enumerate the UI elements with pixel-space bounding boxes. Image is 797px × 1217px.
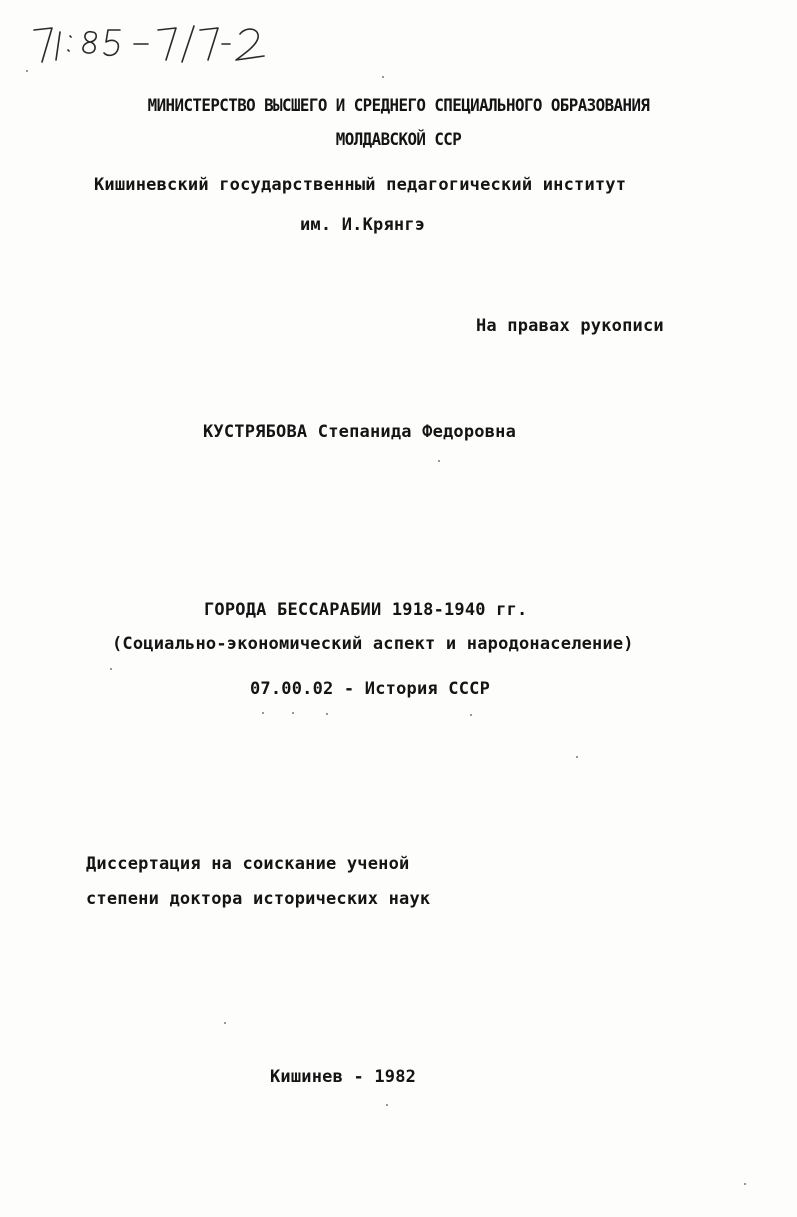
place-and-year: Кишинев - 1982 [270,1067,417,1087]
scan-speck [292,712,294,714]
scan-speck [438,460,440,462]
specialty-code: 07.00.02 - История СССР [250,679,491,699]
degree-line-1: Диссертация на соискание ученой [86,854,410,874]
manuscript-note: На правах рукописи [476,316,664,336]
author-name: КУСТРЯБОВА Степанида Федоровна [203,422,517,442]
scan-speck [470,714,472,716]
archive-mark-signature [18,10,288,70]
scan-speck [576,756,578,758]
institute-line-2: им. И.Крянгэ [300,215,426,235]
scan-speck [382,76,384,78]
scan-speck [262,712,264,714]
scan-speck [326,713,328,715]
dissertation-title-line-1: ГОРОДА БЕССАРАБИИ 1918-1940 гг. [204,600,528,620]
scan-speck [744,1183,746,1185]
archive-mark-handwritten [18,10,288,70]
scan-speck [224,1022,226,1024]
dissertation-title-line-2: (Социально-экономический аспект и народонаселение) [112,634,634,654]
ministry-line-2: МОЛДАВСКОЙ ССР [335,130,462,150]
degree-line-2: степени доктора исторических наук [86,889,431,909]
institute-line-1: Кишиневский государственный педагогический институт [94,175,627,195]
scan-speck [110,668,112,670]
ministry-line-1: МИНИСТЕРСТВО ВЫСШЕГО И СРЕДНЕГО СПЕЦИАЛЬНОГО ОБРАЗОВАНИЯ [147,96,650,116]
scan-speck [386,1104,388,1106]
scan-speck [26,70,28,72]
